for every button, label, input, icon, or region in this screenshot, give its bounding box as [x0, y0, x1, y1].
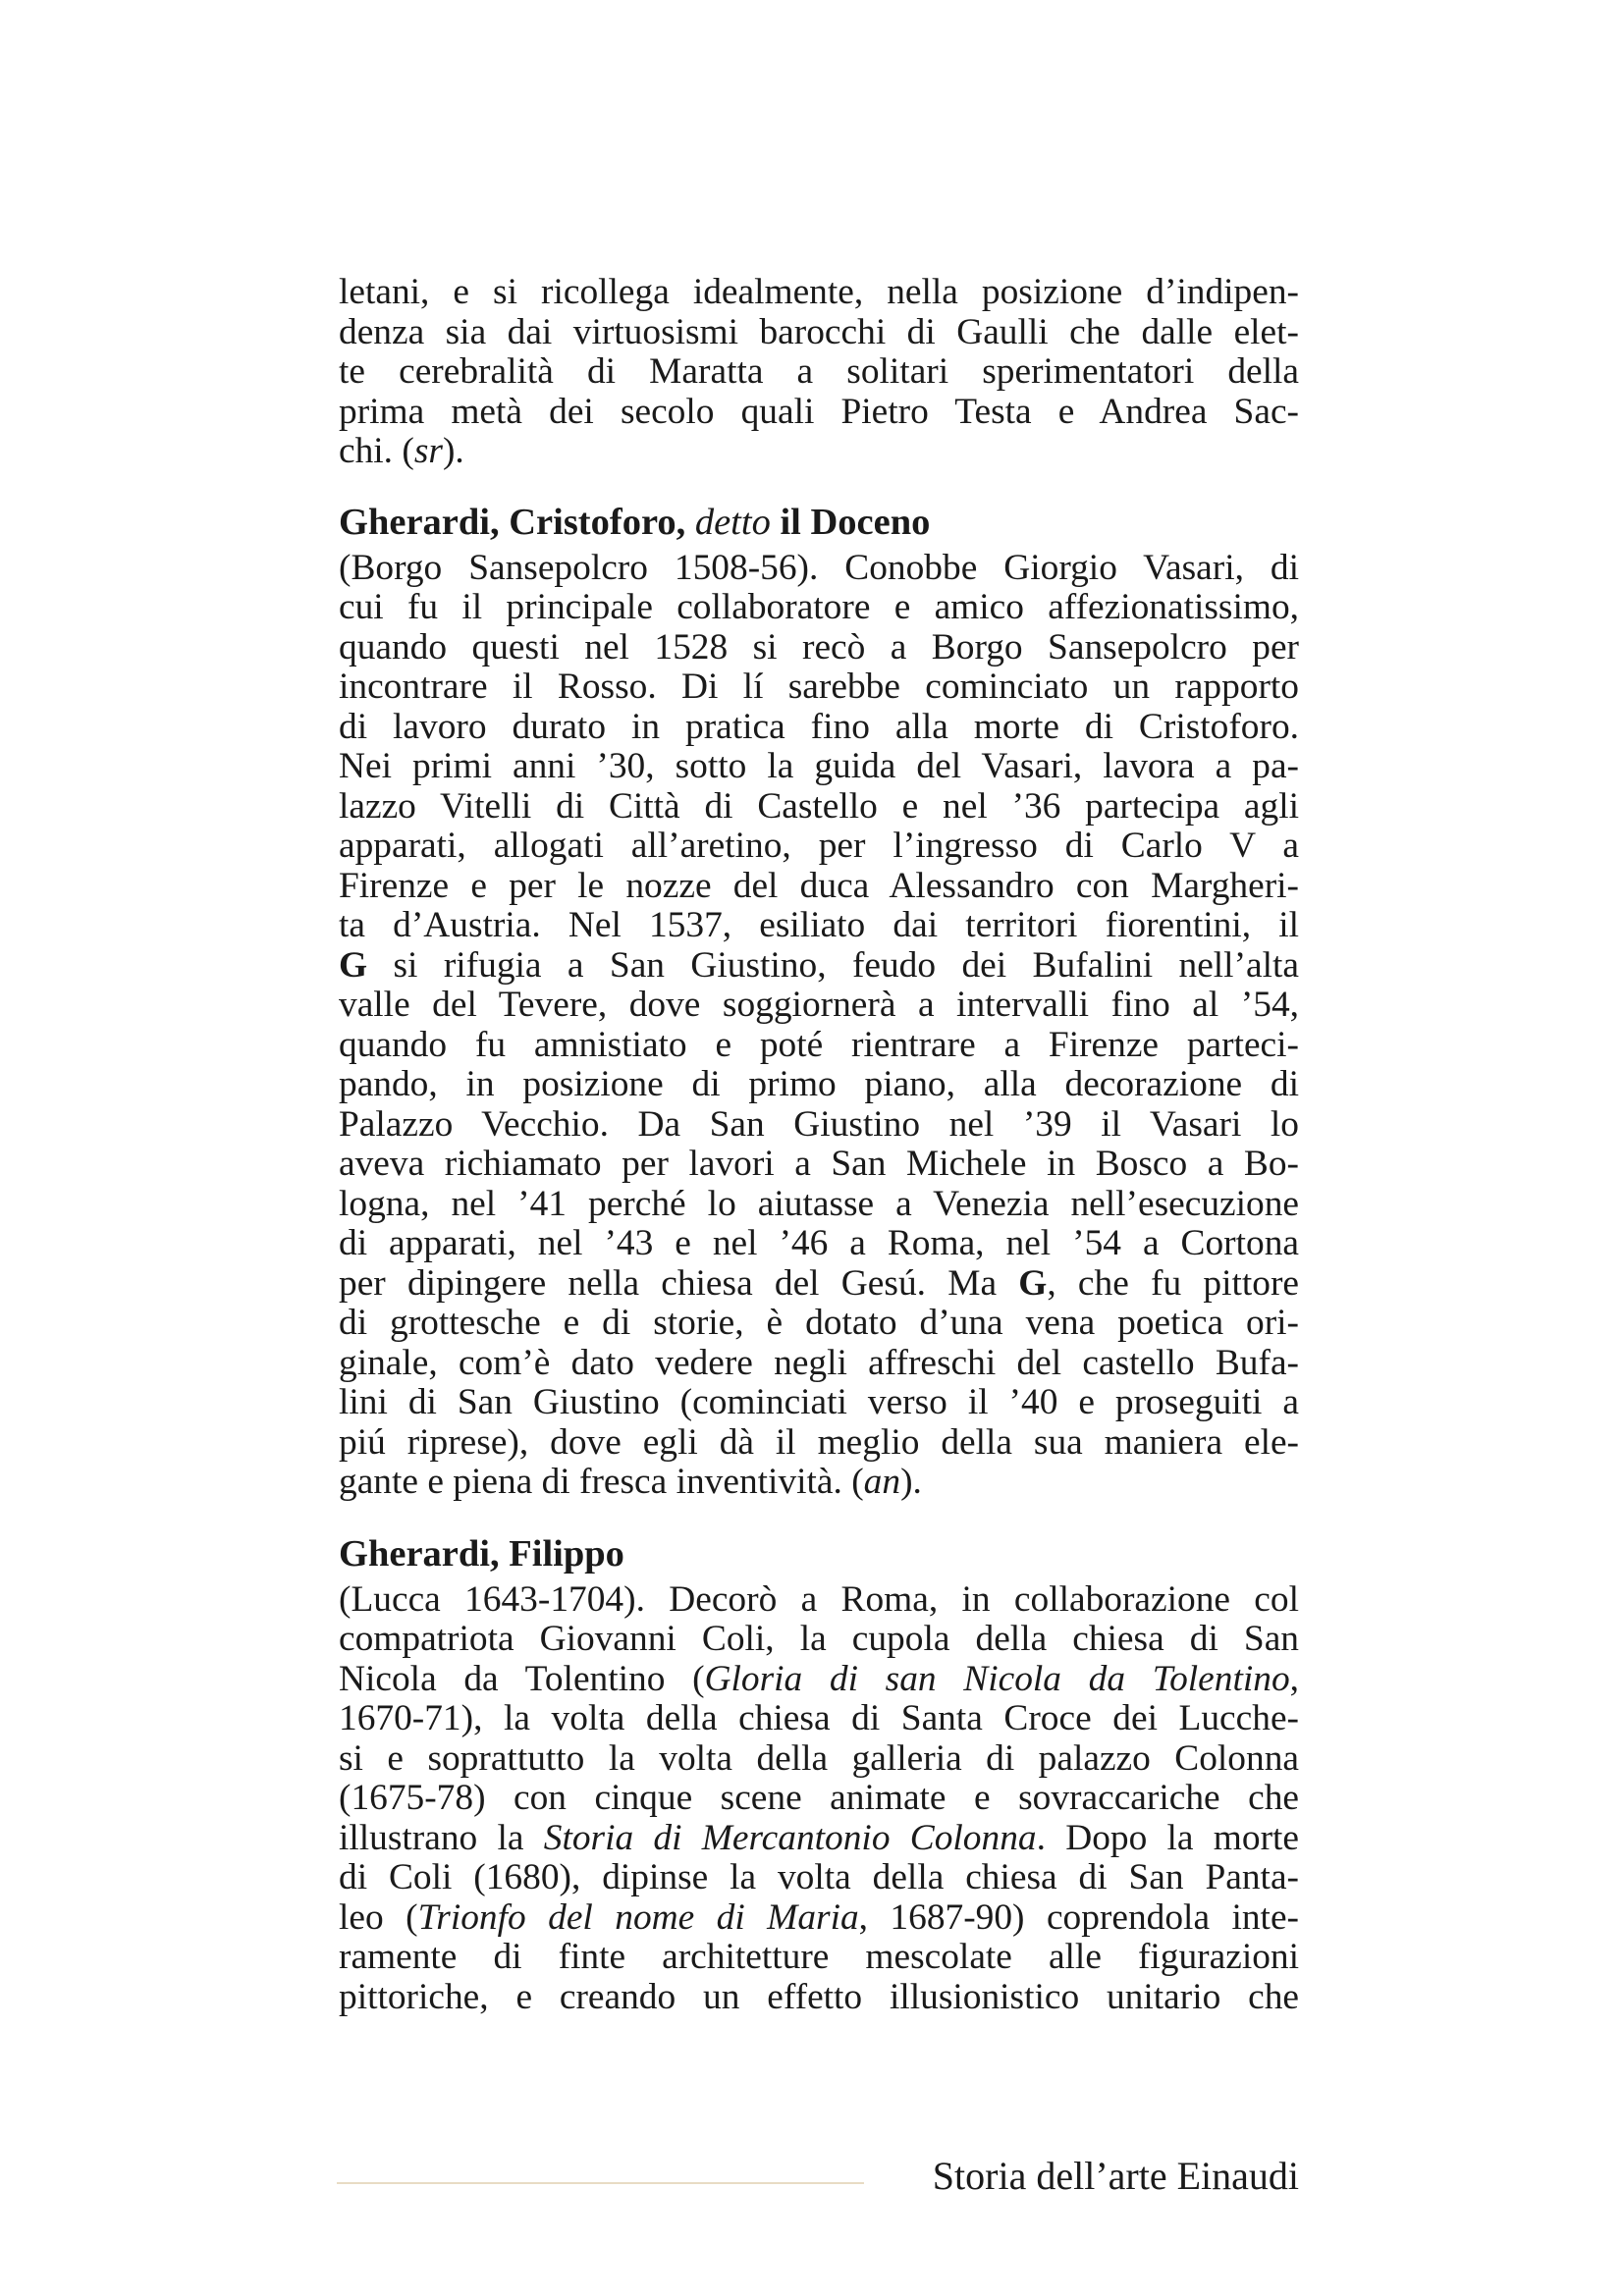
text-line: di lavoro durato in pratica fino alla morte di Cristoforo.	[339, 706, 1299, 747]
text-line: incontrare il Rosso. Di lí sarebbe cominciato un rapporto	[339, 667, 1299, 707]
text-line: chi. (sr).	[339, 431, 464, 471]
text-line: lazzo Vitelli di Città di Castello e nel ’36 partecipa agli	[339, 785, 1299, 827]
text-line: (Lucca 1643-1704). Decorò a Roma, in collaborazione col	[339, 1578, 1299, 1620]
text-column	[339, 273, 1299, 2017]
text-line: quando questi nel 1528 si recò a Borgo Sansepolcro per	[339, 626, 1299, 667]
text-line: piú riprese), dove egli dà il meglio della sua maniera ele-	[339, 1421, 1299, 1463]
entry-heading: Gherardi, Filippo	[339, 1532, 624, 1575]
author-initials: sr	[413, 431, 443, 471]
text-line: gante e piena di fresca inventività. (an).	[339, 1462, 922, 1502]
text-line: pando, in posizione di primo piano, alla decorazione di	[339, 1064, 1299, 1104]
text-line: di grottesche e di storie, è dotato d’una vena poetica ori-	[339, 1303, 1299, 1343]
entry-body	[339, 549, 1299, 1503]
text-line: ta d’Austria. Nel 1537, esiliato dai territori fiorentini, il	[339, 905, 1299, 945]
text-line: te cerebralità di Maratta a solitari sperimentatori della	[339, 351, 1299, 392]
text-line: di Coli (1680), dipinse la volta della chiesa di San Panta-	[339, 1857, 1299, 1897]
entry-abbrev: G	[1018, 1262, 1048, 1304]
footer-rule	[337, 2182, 864, 2184]
text-line: Nicola da Tolentino (Gloria di san Nicola da Tolentino,	[339, 1658, 1300, 1699]
text-line: per dipingere nella chiesa del Gesú. Ma G, che fu pittore	[339, 1262, 1299, 1304]
text-line: Palazzo Vecchio. Da San Giustino nel ’39 il Vasari lo	[339, 1103, 1299, 1145]
text-line: pittoriche, e creando un effetto illusionistico unitario che	[339, 1976, 1299, 2017]
text-line: aveva richiamato per lavori a San Michele in Bosco a Bo-	[339, 1144, 1299, 1184]
text-line: (Borgo Sansepolcro 1508-56). Conobbe Giorgio Vasari, di	[339, 547, 1299, 588]
artwork-title: Gloria di san Nicola da Tolentino	[704, 1658, 1290, 1699]
text-line: ramente di finte architetture mescolate alle figurazioni	[339, 1937, 1299, 1977]
text-line: leo (Trionfo del nome di Maria, 1687-90) coprendola inte-	[339, 1896, 1299, 1938]
text-line: illustrano la Storia di Mercantonio Colonna. Dopo la morte	[339, 1817, 1300, 1858]
artwork-title: Storia di Mercantonio Colonna	[543, 1817, 1037, 1858]
text-line: lini di San Giustino (cominciati verso il ’40 e proseguiti a	[339, 1382, 1299, 1422]
text-line: di apparati, nel ’43 e nel ’46 a Roma, nel ’54 a Cortona	[339, 1223, 1299, 1263]
text-line: 1670-71), la volta della chiesa di Santa Croce dei Lucche-	[339, 1698, 1299, 1738]
text-line: denza sia dai virtuosismi barocchi di Gaulli che dalle elet-	[339, 311, 1299, 352]
author-initials: an	[863, 1462, 901, 1502]
text-line: (1675-78) con cinque scene animate e sovraccariche che	[339, 1778, 1299, 1818]
text-line: si e soprattutto la volta della galleria di palazzo Colonna	[339, 1737, 1299, 1779]
text-line: compatriota Giovanni Coli, la cupola della chiesa di San	[339, 1619, 1299, 1659]
text-line: Firenze e per le nozze del duca Alessandro con Margheri-	[339, 865, 1299, 906]
text-line: ginale, com’è dato vedere negli affreschi del castello Bufa-	[339, 1342, 1299, 1383]
text-line: apparati, allogati all’aretino, per l’ingresso di Carlo V a	[339, 826, 1299, 866]
footer-title: Storia dell’arte Einaudi	[932, 2154, 1299, 2198]
text-line: valle del Tevere, dove soggiornerà a intervalli fino al ’54,	[339, 985, 1299, 1025]
text-line: letani, e si ricollega idealmente, nella posizione d’indipen-	[339, 272, 1299, 312]
text-line: prima metà dei secolo quali Pietro Testa e Andrea Sac-	[339, 391, 1299, 432]
entry-body	[339, 1580, 1299, 2018]
intro-paragraph	[339, 273, 1299, 472]
text-line: logna, nel ’41 perché lo aiutasse a Venezia nell’esecuzione	[339, 1183, 1299, 1224]
entry-abbrev: G	[339, 944, 368, 986]
text-line: quando fu amnistiato e poté rientrare a Firenze parteci-	[339, 1024, 1299, 1065]
text-line: G si rifugia a San Giustino, feudo dei Bufalini nell’alta	[339, 944, 1299, 986]
artwork-title: Trionfo del nome di Maria	[417, 1896, 859, 1938]
text-line: cui fu il principale collaboratore e amico affezionatissimo,	[339, 587, 1299, 627]
text-line: Nei primi anni ’30, sotto la guida del Vasari, lavora a pa-	[339, 746, 1299, 786]
entry-heading: Gherardi, Cristoforo, detto il Doceno	[339, 501, 931, 543]
